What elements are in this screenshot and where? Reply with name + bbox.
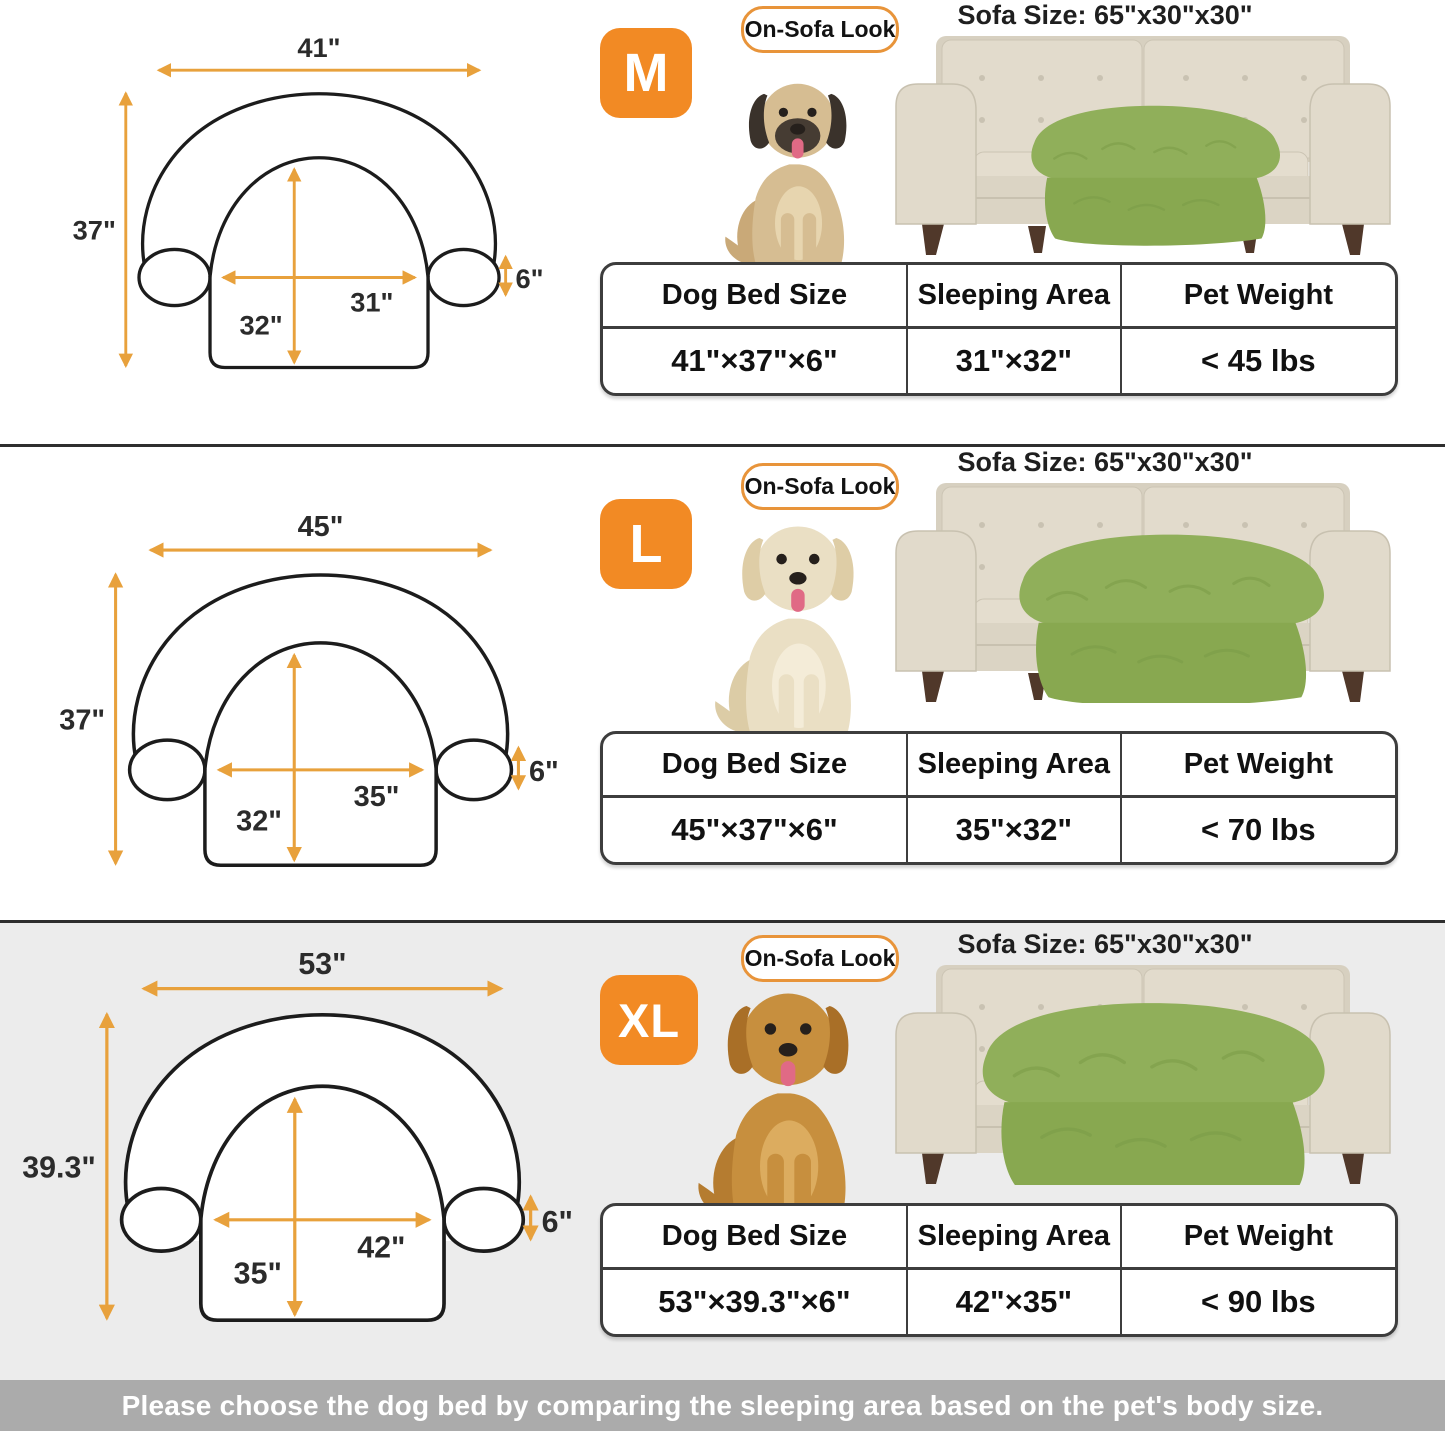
on-sofa-look-label: On-Sofa Look [744, 473, 896, 499]
table-value-cell: 45"×37"×6" [603, 798, 908, 862]
on-sofa-look-pill [741, 463, 899, 510]
table-header-cell: Pet Weight [1122, 734, 1395, 798]
dog-tongue [792, 138, 804, 158]
sofa-illustration-l [878, 473, 1408, 703]
green-fluffy-bed [1031, 106, 1280, 246]
bed-outline [122, 1015, 524, 1320]
table-header-cell: Dog Bed Size [603, 265, 908, 329]
size-badge-xl: XL [600, 975, 698, 1065]
bed-outline [130, 575, 512, 865]
on-sofa-look-pill [741, 6, 899, 53]
table-value-cell: 31"×32" [908, 329, 1122, 393]
on-sofa-look-pill [741, 935, 899, 982]
bolster-height-label: 6" [528, 756, 559, 789]
size-table-l [600, 731, 1398, 865]
size-section-xl [0, 920, 1445, 1380]
overall-width-label: 53" [298, 946, 347, 981]
footer-note-bar [0, 1380, 1445, 1431]
table-value-cell: 35"×32" [908, 798, 1122, 862]
table-value-cell: 41"×37"×6" [603, 329, 908, 393]
sleep-depth-label: 35" [233, 1256, 282, 1291]
dog-head [749, 84, 846, 159]
size-badge-l: L [600, 499, 692, 589]
on-sofa-look-label: On-Sofa Look [744, 945, 896, 971]
table-header-cell: Sleeping Area [908, 265, 1122, 329]
table-header-cell: Sleeping Area [908, 734, 1122, 798]
dog-head [742, 526, 853, 611]
sleep-width-label: 35" [353, 780, 400, 813]
pug-illustration [712, 72, 880, 290]
table-header-cell: Pet Weight [1122, 1206, 1395, 1270]
table-header-cell: Sleeping Area [908, 1206, 1122, 1270]
size-table-xl [600, 1203, 1398, 1337]
overall-width-label: 41" [297, 32, 341, 64]
table-value-cell: 42"×35" [908, 1270, 1122, 1334]
sleep-depth-label: 32" [239, 309, 283, 341]
table-header-cell: Dog Bed Size [603, 734, 908, 798]
footer-note: Please choose the dog bed by comparing the sleeping area based on the pet's body size. [121, 1389, 1324, 1421]
bed-outline [139, 94, 499, 368]
table-value-cell: < 70 lbs [1201, 812, 1316, 847]
bolster-height-label: 6" [541, 1204, 573, 1239]
sofa-size-label: Sofa Size: 65"x30"x30" [957, 447, 1253, 477]
overall-depth-label: 37" [59, 704, 106, 737]
table-value-cell: 53"×39.3"×6" [603, 1270, 908, 1334]
sofa-illustration-xl [878, 955, 1408, 1185]
bed-dimension-diagram-m [30, 24, 575, 387]
size-badge-m: M [600, 28, 692, 118]
dog-tongue [781, 1061, 796, 1086]
sofa-size-label: Sofa Size: 65"x30"x30" [957, 929, 1253, 959]
overall-depth-label: 37" [72, 214, 116, 246]
dog-tongue [791, 589, 804, 612]
bed-dimension-diagram-xl [0, 937, 608, 1342]
size-section-l [0, 444, 1445, 920]
dog-head [728, 994, 849, 1087]
overall-depth-label: 39.3" [22, 1150, 96, 1185]
on-sofa-look-label: On-Sofa Look [744, 16, 896, 42]
table-value-cell: < 45 lbs [1201, 343, 1316, 378]
table-header-cell: Dog Bed Size [603, 1206, 908, 1270]
table-value-cell: < 90 lbs [1201, 1284, 1316, 1319]
sofa-size-label: Sofa Size: 65"x30"x30" [957, 0, 1253, 30]
bed-dimension-diagram-l [14, 501, 592, 886]
table-header-cell: Pet Weight [1122, 265, 1395, 329]
size-table-m [600, 262, 1398, 396]
sofa-illustration-m [878, 26, 1408, 256]
sleep-depth-label: 32" [236, 805, 282, 838]
sleep-width-label: 31" [350, 286, 394, 318]
green-fluffy-bed [983, 1003, 1325, 1185]
size-section-m [0, 0, 1445, 444]
overall-width-label: 45" [297, 511, 344, 544]
sleep-width-label: 42" [357, 1230, 406, 1265]
labrador-illustration [700, 513, 892, 763]
bolster-height-label: 6" [515, 263, 544, 295]
green-fluffy-bed [1019, 535, 1324, 703]
